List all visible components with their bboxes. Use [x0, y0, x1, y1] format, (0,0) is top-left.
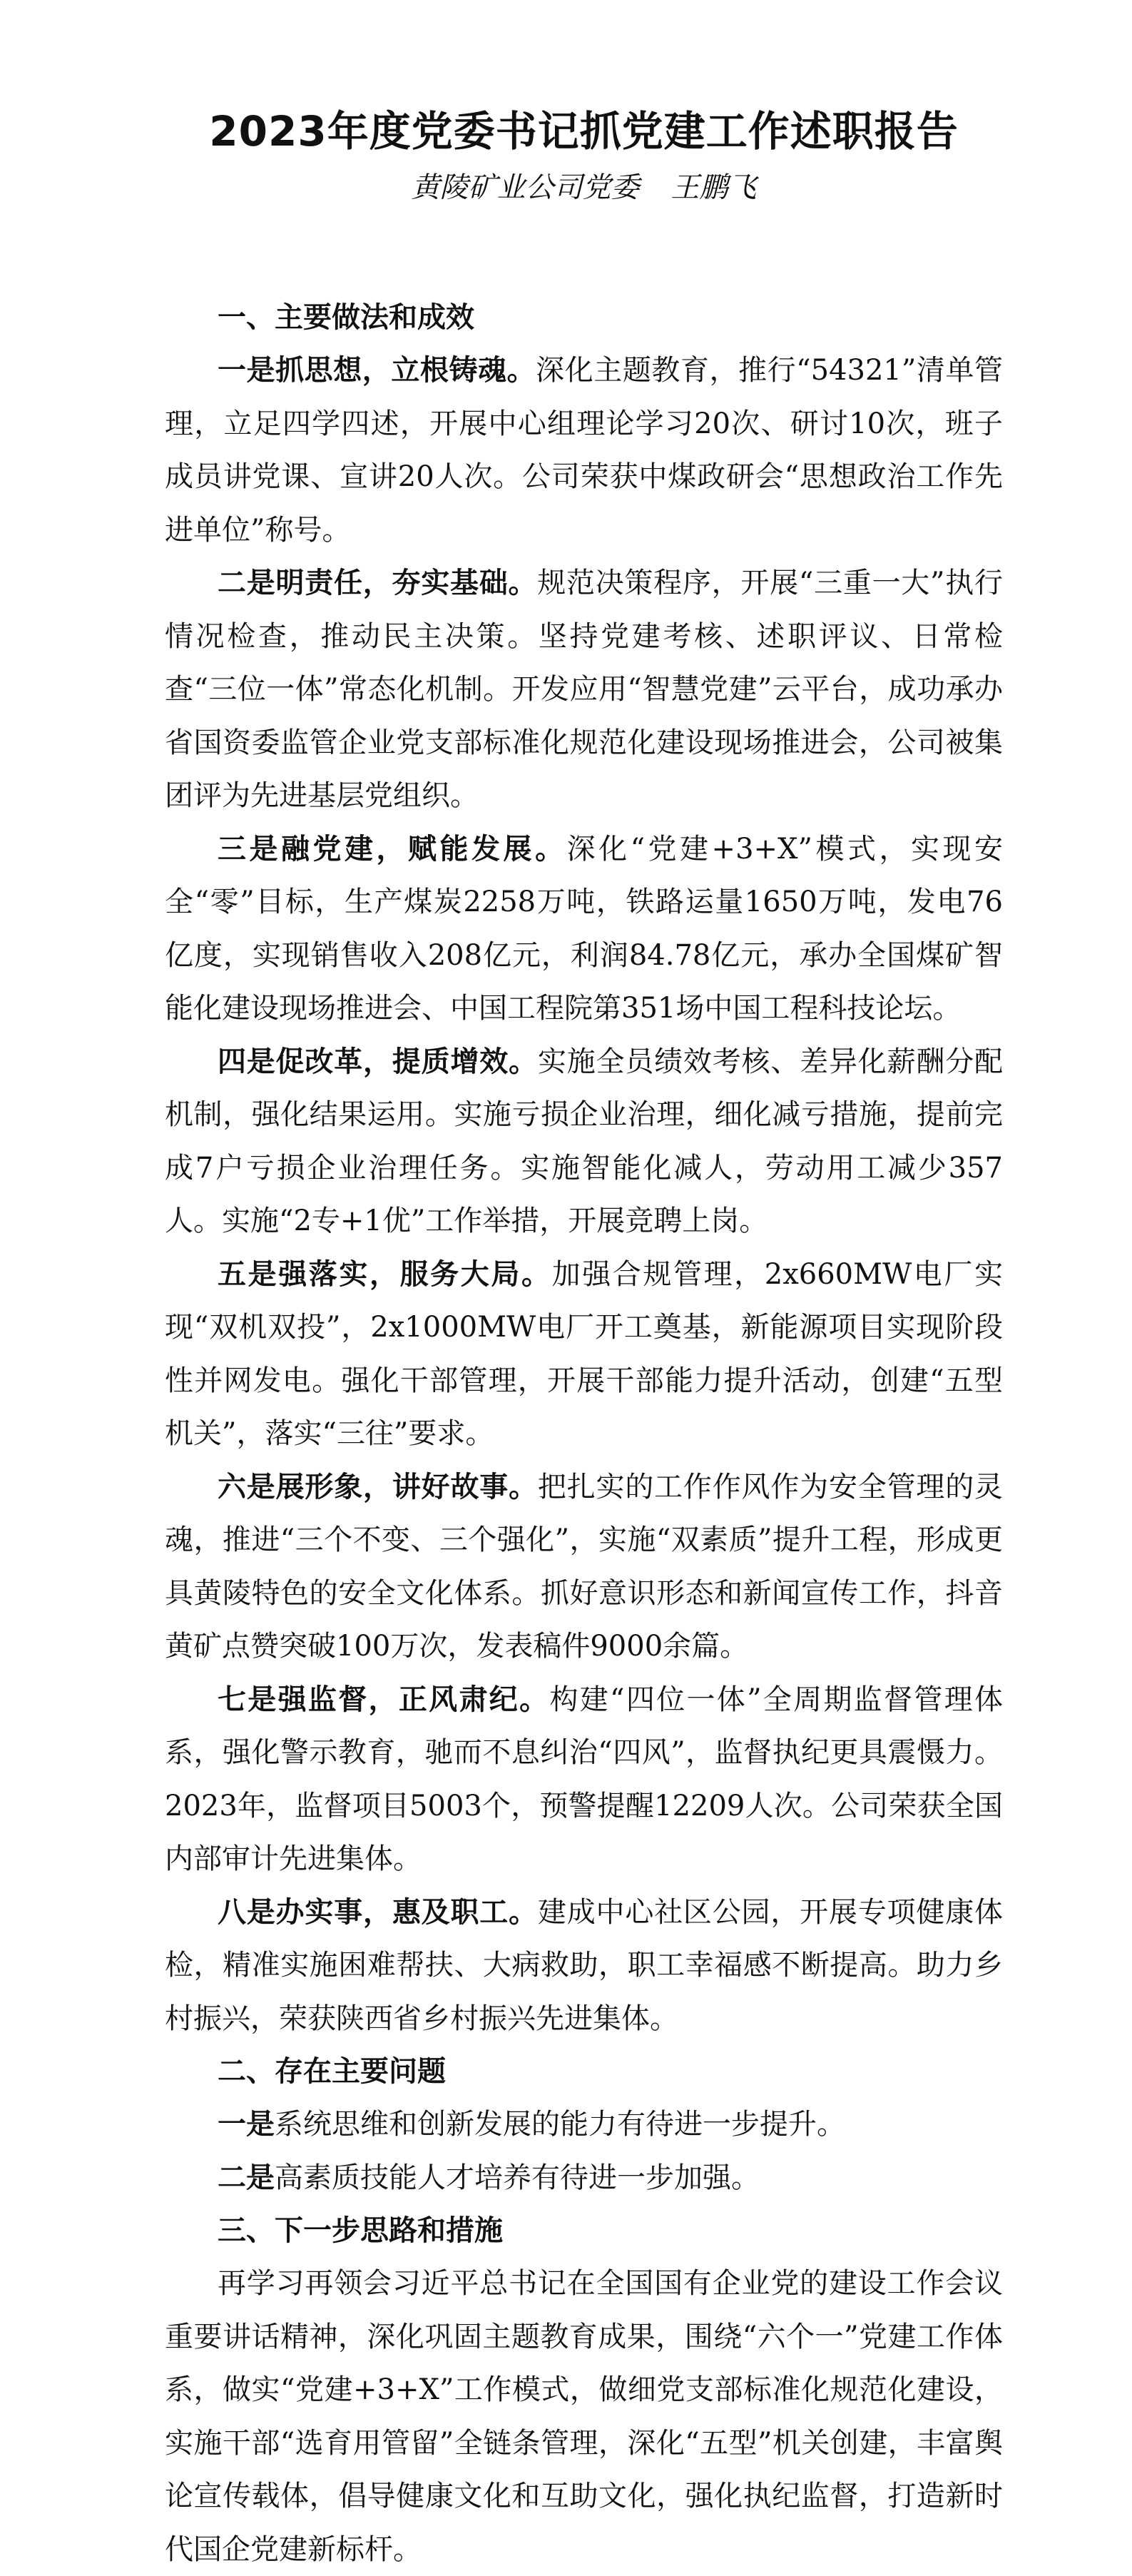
paragraph — [165, 1461, 1003, 1673]
byline-author: 王鹏飞 — [670, 171, 757, 204]
section-next-steps — [165, 2204, 1003, 2576]
paragraph-lead: 三是融党建，赋能发展。 — [218, 832, 567, 866]
paragraph-body: 系统思维和创新发展的能力有待进一步提升。 — [275, 2108, 845, 2141]
section-heading: 一、主要做法和成效 — [218, 301, 474, 334]
section-main-practices — [165, 291, 1003, 2045]
paragraph-lead: 八是办实事，惠及职工。 — [218, 1895, 538, 1929]
document-title: 2023年度党委书记抓党建工作述职报告 — [209, 107, 959, 156]
paragraph-lead: 四是促改革，提质增效。 — [218, 1045, 538, 1078]
paragraph-body: 把扎实的工作作风作为安全管理的灵魂，推进“三个不变、三个强化”，实施“双素质”提升工程，形成更具黄陵特色的安全文化体系。抓好意识形态和新闻宣传工作，抖音黄矿点赞突破100万次，发表稿件9000余篇。 — [165, 1470, 1004, 1663]
paragraph — [165, 2257, 1003, 2576]
paragraph-lead: 二是 — [218, 2161, 275, 2194]
paragraph-lead: 二是明责任，夯实基础。 — [218, 567, 538, 599]
paragraph — [165, 1248, 1003, 1461]
paragraph-lead: 一是 — [218, 2108, 275, 2141]
paragraph-body: 加强合规管理，2x660MW电厂实现“双机双投”，2x1000MW电厂开工奠基，新能源项目实现阶段性并网发电。强化干部管理，开展干部能力提升活动，创建“五型机关”，落实“三往”要求。 — [165, 1257, 1004, 1450]
paragraph-body: 规范决策程序，开展“三重一大”执行情况检查，推动民主决策。坚持党建考核、述职评议、日常检查“三位一体”常态化机制。开发应用“智慧党建”云平台，成功承办省国资委监管企业党支部标准化规范化建设现场推进会，公司被集团评为先进基层党组织。 — [165, 567, 1003, 812]
paragraph — [165, 344, 1003, 557]
paragraph-lead: 一是抓思想，立根铸魂。 — [218, 354, 536, 387]
paragraph — [165, 2098, 1003, 2151]
paragraph-body: 深化主题教育，推行“54321”清单管理，立足四学四述，开展中心组理论学习20次、研讨10次，班子成员讲党课、宣讲20人次。公司荣获中煤政研会“思想政治工作先进单位”称号。 — [165, 354, 1004, 547]
paragraph-body: 实施全员绩效考核、差异化薪酬分配机制，强化结果运用。实施亏损企业治理，细化减亏措施，提前完成7户亏损企业治理任务。实施智能化减人，劳动用工减少357人。实施“2专+1优”工作举措，开展竞聘上岗。 — [165, 1045, 1004, 1237]
paragraph-body: 构建“四位一体”全周期监督管理体系，强化警示教育，驰而不息纠治“四风”，监督执纪更具震慑力。2023年，监督项目5003个，预警提醒12209人次。公司荣获全国内部审计先进集体。 — [165, 1683, 1004, 1875]
paragraph-lead: 七是强监督，正风肃纪。 — [218, 1683, 550, 1716]
byline-organization: 黄陵矿业公司党委 — [411, 171, 640, 204]
section-main-problems — [165, 2045, 1003, 2204]
document-byline — [165, 163, 1003, 213]
paragraph-body: 建成中心社区公园，开展专项健康体检，精准实施困难帮扶、大病救助，职工幸福感不断提高。助力乡村振兴，荣获陕西省乡村振兴先进集体。 — [165, 1895, 1004, 2035]
section-heading: 三、下一步思路和措施 — [218, 2214, 503, 2247]
paragraph — [165, 1886, 1003, 2046]
paragraph-body: 高素质技能人才培养有待进一步加强。 — [275, 2161, 760, 2194]
paragraph — [165, 823, 1003, 1035]
paragraph-body: 再学习再领会习近平总书记在全国国有企业党的建设工作会议重要讲话精神，深化巩固主题教育成果，围绕“六个一”党建工作体系，做实“党建+3+X”工作模式，做细党支部标准化规范化建设，实施干部“选育用管留”全链条管理，深化“五型”机关创建，丰富舆论宣传载体，倡导健康文化和互助文化，强化执纪监督，打造新时代国企党建新标杆。 — [165, 2267, 1003, 2566]
paragraph-lead: 六是展形象，讲好故事。 — [218, 1470, 538, 1503]
paragraph — [165, 1035, 1003, 1248]
paragraph-body: 深化“党建+3+X”模式，实现安全“零”目标，生产煤炭2258万吨，铁路运量1650万吨，发电76亿度，实现销售收入208亿元，利润84.78亿元，承办全国煤矿智能化建设现场推进会、中国工程院第351场中国工程科技论坛。 — [165, 832, 1004, 1025]
paragraph — [165, 1673, 1003, 1886]
paragraph — [165, 557, 1003, 823]
paragraph — [165, 2151, 1003, 2205]
paragraph-lead: 五是强落实，服务大局。 — [218, 1257, 552, 1291]
section-heading: 二、存在主要问题 — [218, 2055, 446, 2088]
